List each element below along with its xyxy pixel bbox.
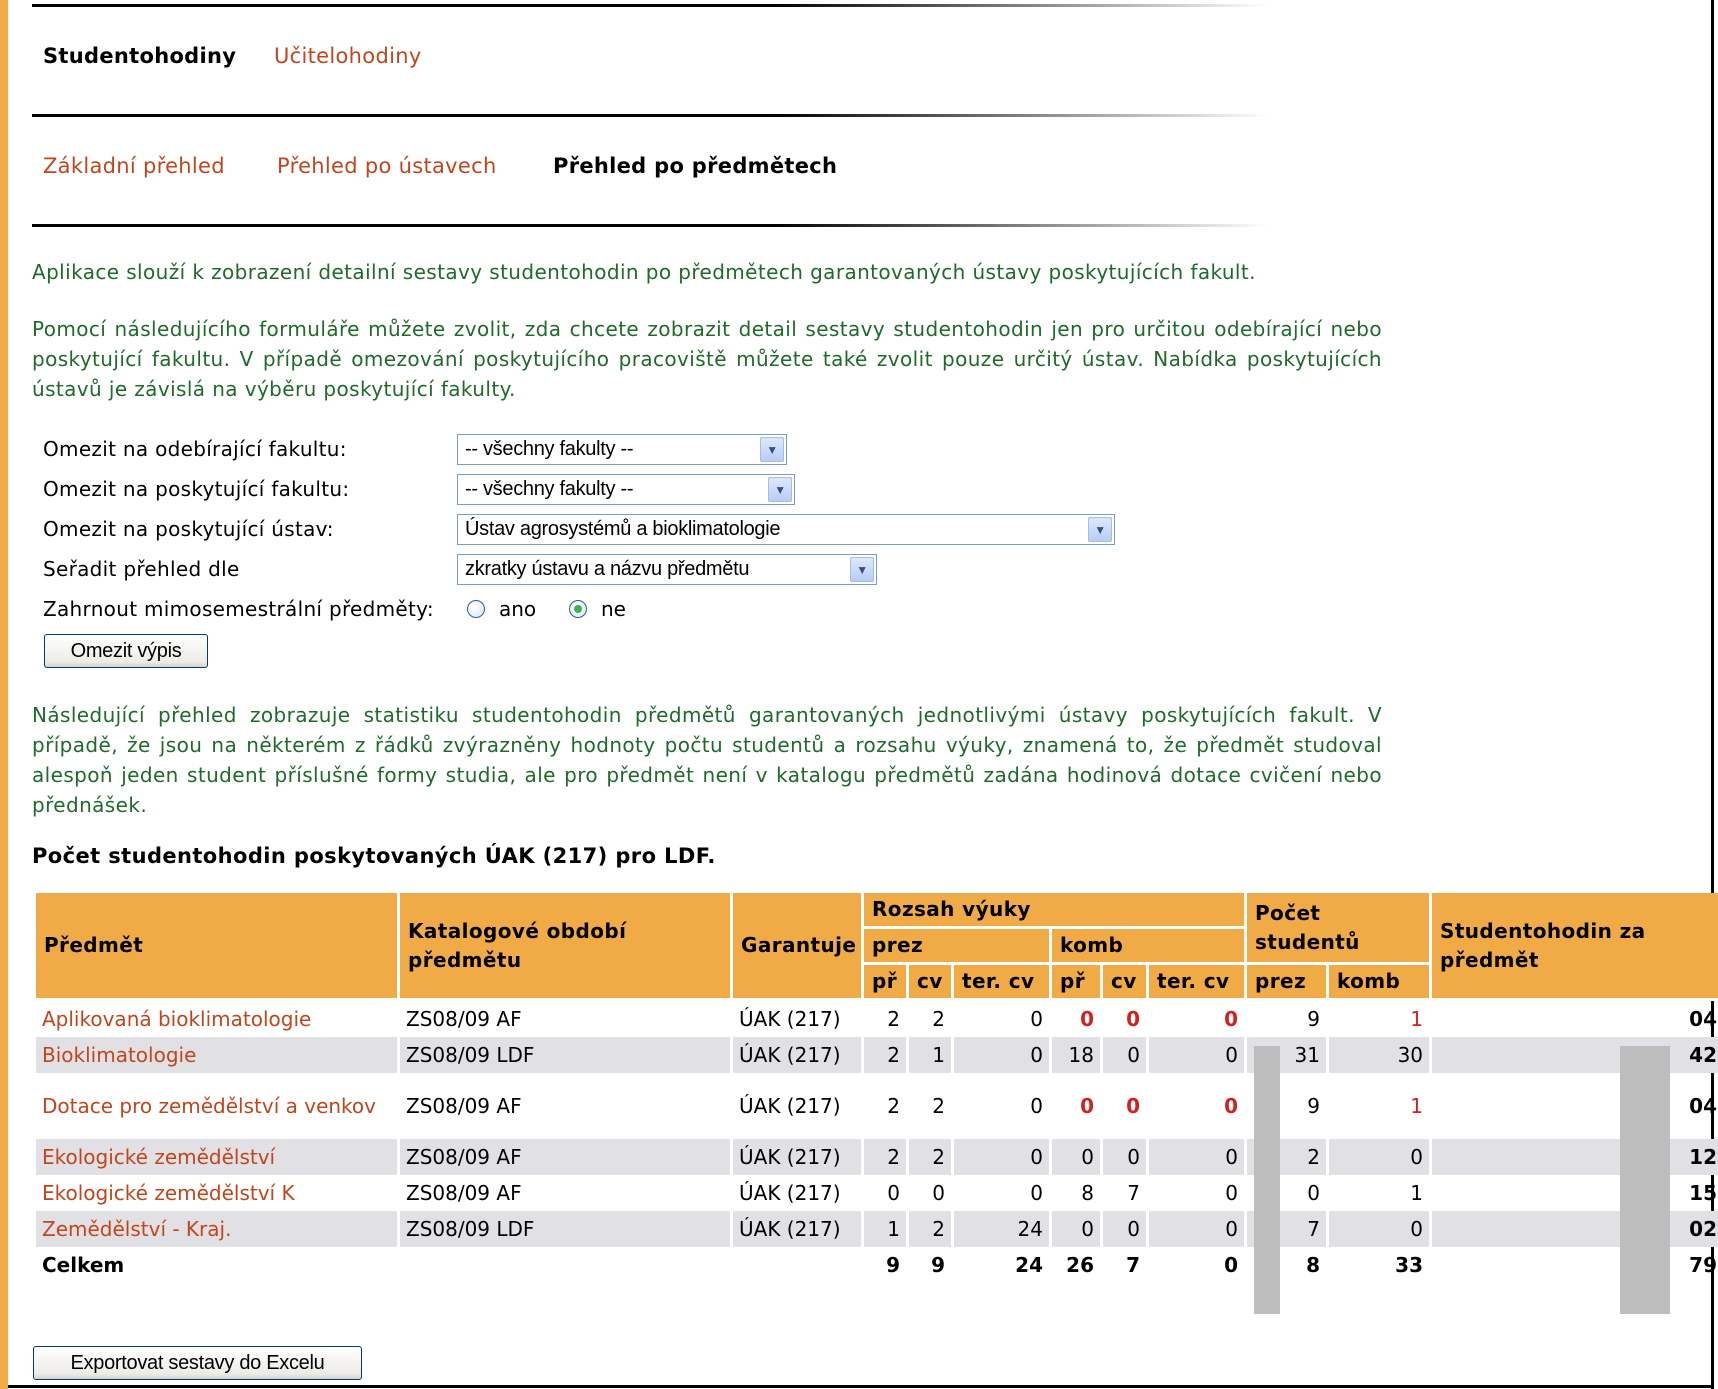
komb-tercv-cell: 0: [1224, 1007, 1238, 1031]
pocet-komb-cell: 1: [1410, 1181, 1424, 1205]
total-komb-tercv: 0: [1224, 1253, 1238, 1277]
komb-cv-cell: 7: [1127, 1181, 1140, 1205]
pocet-prez-cell: 9: [1307, 1007, 1320, 1031]
prez-cv-cell: 2: [932, 1007, 945, 1031]
pocet-prez-cell: 31: [1247, 1037, 1326, 1073]
header-prez-tercv: ter. cv: [954, 965, 1049, 1001]
header-komb-cv: cv: [1103, 965, 1146, 1001]
poskytujici-label: Omezit na poskytující fakultu:: [43, 477, 350, 501]
studentohodin-cell: 42: [1432, 1037, 1718, 1073]
bottom-border: [8, 1385, 1714, 1388]
header-komb-tercv: ter. cv: [1149, 965, 1244, 1001]
tab-ucitelohodiny[interactable]: Učitelohodiny: [274, 44, 422, 68]
stats-help-text: Následující přehled zobrazuje statistiku studentohodin předmětů garantovaných jednotlivými ústavy poskytujících fakult. V případě, že jsou na některém z řádků zvýrazněny hodnoty počtu studentů a rozsahu výuky, znamená to, že předmět studoval alespoň jeden student příslušné formy studia, ale pro předmět není v katalogu předmětů zadána hodinová dotace cvičení nebo přednášek.: [32, 703, 1382, 817]
komb-cv-cell: 0: [1103, 1139, 1146, 1175]
header-rozsah-komb: komb: [1052, 929, 1244, 965]
odebirajici-value: -- všechny fakulty --: [465, 438, 634, 460]
predmet-link[interactable]: Aplikovaná bioklimatologie: [42, 1007, 312, 1031]
komb-pr-cell: 18: [1052, 1037, 1100, 1073]
total-label: Celkem: [42, 1253, 125, 1277]
prez-pr-cell: 1: [864, 1211, 906, 1247]
table-row: [36, 1139, 1718, 1175]
pocet-prez-cell: 2: [1247, 1139, 1326, 1175]
komb-tercv-cell: 0: [1149, 1139, 1244, 1175]
prez-cv-cell: 2: [932, 1094, 945, 1118]
komb-pr-cell: 0: [1052, 1211, 1100, 1247]
omezit-vypis-button[interactable]: Omezit výpis: [44, 634, 208, 668]
subtabs-divider: [32, 224, 1268, 227]
komb-tercv-cell: 0: [1149, 1211, 1244, 1247]
chevron-down-icon[interactable]: ▼: [850, 557, 874, 582]
tab-prehled-po-predmetech[interactable]: Přehled po předmětech: [553, 154, 838, 178]
header-pocet-komb: komb: [1329, 965, 1429, 1001]
komb-cv-cell: 0: [1126, 1007, 1140, 1031]
total-komb-pr: 26: [1066, 1253, 1094, 1277]
radio-ano[interactable]: [467, 600, 485, 618]
studentohodin-cell: 12: [1432, 1139, 1718, 1175]
studentohodin-cell: 04: [1689, 1094, 1718, 1118]
studentohodin-cell: 15: [1689, 1181, 1718, 1205]
pocet-komb-cell: 1: [1410, 1007, 1424, 1031]
form-help-text: Pomocí následujícího formuláře můžete zvolit, zda chcete zobrazit detail sestavy studentohodin jen pro určitou odebírající nebo poskytující fakultu. V případě omezování poskytujícího pracoviště můžete také zvolit pouze určitý ústav. Nabídka poskytujících ústavů je závislá na výběru poskytující fakulty.: [32, 317, 1382, 401]
prez-pr-cell: 2: [864, 1139, 906, 1175]
sort-value: zkratky ústavu a názvu předmětu: [465, 558, 750, 580]
tab-zakladni-prehled[interactable]: Základní přehled: [43, 154, 225, 178]
radio-ne-label: ne: [601, 597, 626, 621]
prez-tercv-cell: 0: [1030, 1181, 1043, 1205]
komb-pr-cell: 0: [1080, 1094, 1094, 1118]
total-komb-cv: 7: [1126, 1253, 1140, 1277]
stats-table: [33, 893, 1718, 1283]
total-prez-tercv: 24: [1015, 1253, 1043, 1277]
prez-pr-cell: 2: [864, 1037, 906, 1073]
ustav-select[interactable]: [457, 514, 1115, 545]
pocet-komb-cell: 30: [1329, 1037, 1429, 1073]
prez-cv-cell: 0: [932, 1181, 945, 1205]
tab-studentohodiny[interactable]: Studentohodiny: [43, 44, 237, 68]
komb-pr-cell: 8: [1081, 1181, 1094, 1205]
ustav-value: Ústav agrosystémů a bioklimatologie: [465, 518, 781, 540]
table-row: [36, 1175, 1718, 1211]
header-predmet: Předmět: [36, 893, 397, 1001]
predmet-link[interactable]: Zemědělství - Kraj.: [42, 1217, 232, 1241]
pocet-komb-cell: 0: [1329, 1211, 1429, 1247]
total-pocet-komb: 33: [1395, 1253, 1424, 1277]
chevron-down-icon[interactable]: ▼: [760, 437, 784, 462]
predmet-link[interactable]: Ekologické zemědělství: [42, 1145, 276, 1169]
katalog-cell: ZS08/09 AF: [406, 1181, 522, 1205]
pocet-komb-cell: 1: [1410, 1094, 1424, 1118]
katalog-cell: ZS08/09 AF: [400, 1139, 730, 1175]
garantuje-cell: ÚAK (217): [733, 1037, 861, 1073]
prez-pr-cell: 2: [887, 1094, 900, 1118]
table-row: [36, 1001, 1718, 1037]
prez-tercv-cell: 0: [1030, 1094, 1043, 1118]
prez-tercv-cell: 0: [1030, 1007, 1043, 1031]
redaction-bar: [1254, 1046, 1280, 1314]
header-prez-pr: př: [864, 965, 906, 1001]
studentohodin-cell: 04: [1689, 1007, 1718, 1031]
header-komb-pr: př: [1052, 965, 1100, 1001]
tabs-divider: [32, 114, 1268, 117]
radio-ne[interactable]: [569, 600, 587, 618]
table-total-row: [36, 1247, 1718, 1283]
radio-ano-label: ano: [499, 597, 537, 621]
intro-text: Aplikace slouží k zobrazení detailní sestavy studentohodin po předmětech garantovaných ústavy poskytujících fakult.: [32, 260, 1256, 284]
total-prez-pr: 9: [886, 1253, 900, 1277]
komb-cv-cell: 0: [1103, 1211, 1146, 1247]
prez-tercv-cell: 0: [954, 1037, 1049, 1073]
predmet-link[interactable]: Bioklimatologie: [42, 1043, 197, 1067]
garantuje-cell: ÚAK (217): [733, 1211, 861, 1247]
total-pocet-prez: 8: [1306, 1253, 1320, 1277]
header-studentohodin: Studentohodin za předmět: [1432, 893, 1718, 1001]
table-row: [36, 1073, 1718, 1139]
header-katalog: Katalogové období předmětu: [400, 893, 730, 1001]
total-empty: [400, 1247, 730, 1283]
prez-pr-cell: 0: [887, 1181, 900, 1205]
tab-prehled-po-ustavech[interactable]: Přehled po ústavech: [277, 154, 497, 178]
total-empty: [733, 1247, 861, 1283]
header-pocet-prez: prez: [1247, 965, 1326, 1001]
komb-cv-cell: 0: [1103, 1037, 1146, 1073]
katalog-cell: ZS08/09 AF: [406, 1094, 522, 1118]
sort-label: Seřadit přehled dle: [43, 557, 240, 581]
top-rule: [32, 4, 1268, 7]
poskytujici-select[interactable]: [457, 474, 795, 505]
prez-tercv-cell: 24: [954, 1211, 1049, 1247]
komb-pr-cell: 0: [1080, 1007, 1094, 1031]
studentohodin-cell: 02: [1432, 1211, 1718, 1247]
table-row: [36, 1211, 1718, 1247]
garantuje-cell: ÚAK (217): [739, 1181, 841, 1205]
katalog-cell: ZS08/09 LDF: [400, 1037, 730, 1073]
redaction-bar: [1620, 1046, 1670, 1314]
prez-cv-cell: 2: [909, 1139, 951, 1175]
garantuje-cell: ÚAK (217): [739, 1094, 841, 1118]
komb-tercv-cell: 0: [1225, 1181, 1238, 1205]
prez-cv-cell: 1: [909, 1037, 951, 1073]
pocet-prez-cell: 0: [1307, 1181, 1320, 1205]
sort-select[interactable]: [457, 554, 877, 585]
komb-tercv-cell: 0: [1149, 1037, 1244, 1073]
predmet-link[interactable]: Ekologické zemědělství K: [42, 1181, 295, 1205]
total-studentohodin: 79: [1689, 1253, 1718, 1277]
header-prez-cv: cv: [909, 965, 951, 1001]
header-rozsah: Rozsah výuky: [864, 893, 1244, 929]
pocet-komb-cell: 0: [1329, 1139, 1429, 1175]
prez-pr-cell: 2: [887, 1007, 900, 1031]
mimosemestralni-label: Zahrnout mimosemestrální předměty:: [43, 597, 434, 621]
chevron-down-icon[interactable]: ▼: [768, 477, 792, 502]
poskytujici-value: -- všechny fakulty --: [465, 478, 634, 500]
komb-pr-cell: 0: [1052, 1139, 1100, 1175]
garantuje-cell: ÚAK (217): [733, 1139, 861, 1175]
katalog-cell: ZS08/09 AF: [406, 1007, 522, 1031]
chevron-down-icon[interactable]: ▼: [1088, 517, 1112, 542]
odebirajici-select[interactable]: [457, 434, 787, 465]
predmet-link[interactable]: Dotace pro zemědělství a venkov: [42, 1094, 376, 1118]
komb-tercv-cell: 0: [1224, 1094, 1238, 1118]
ustav-label: Omezit na poskytující ústav:: [43, 517, 334, 541]
export-excel-button[interactable]: Exportovat sestavy do Excelu: [33, 1346, 362, 1380]
pocet-prez-cell: 9: [1307, 1094, 1320, 1118]
pocet-prez-cell: 7: [1247, 1211, 1326, 1247]
total-prez-cv: 9: [931, 1253, 945, 1277]
odebirajici-label: Omezit na odebírající fakultu:: [43, 437, 347, 461]
header-pocet-studentu: Počet studentů: [1247, 893, 1429, 965]
left-accent-border: [0, 0, 8, 1389]
prez-cv-cell: 2: [909, 1211, 951, 1247]
header-garantuje: Garantuje: [733, 893, 861, 1001]
table-row: [36, 1037, 1718, 1073]
table-title: Počet studentohodin poskytovaných ÚAK (217) pro LDF.: [32, 844, 716, 868]
katalog-cell: ZS08/09 LDF: [400, 1211, 730, 1247]
garantuje-cell: ÚAK (217): [739, 1007, 841, 1031]
header-rozsah-prez: prez: [864, 929, 1049, 965]
prez-tercv-cell: 0: [954, 1139, 1049, 1175]
komb-cv-cell: 0: [1126, 1094, 1140, 1118]
